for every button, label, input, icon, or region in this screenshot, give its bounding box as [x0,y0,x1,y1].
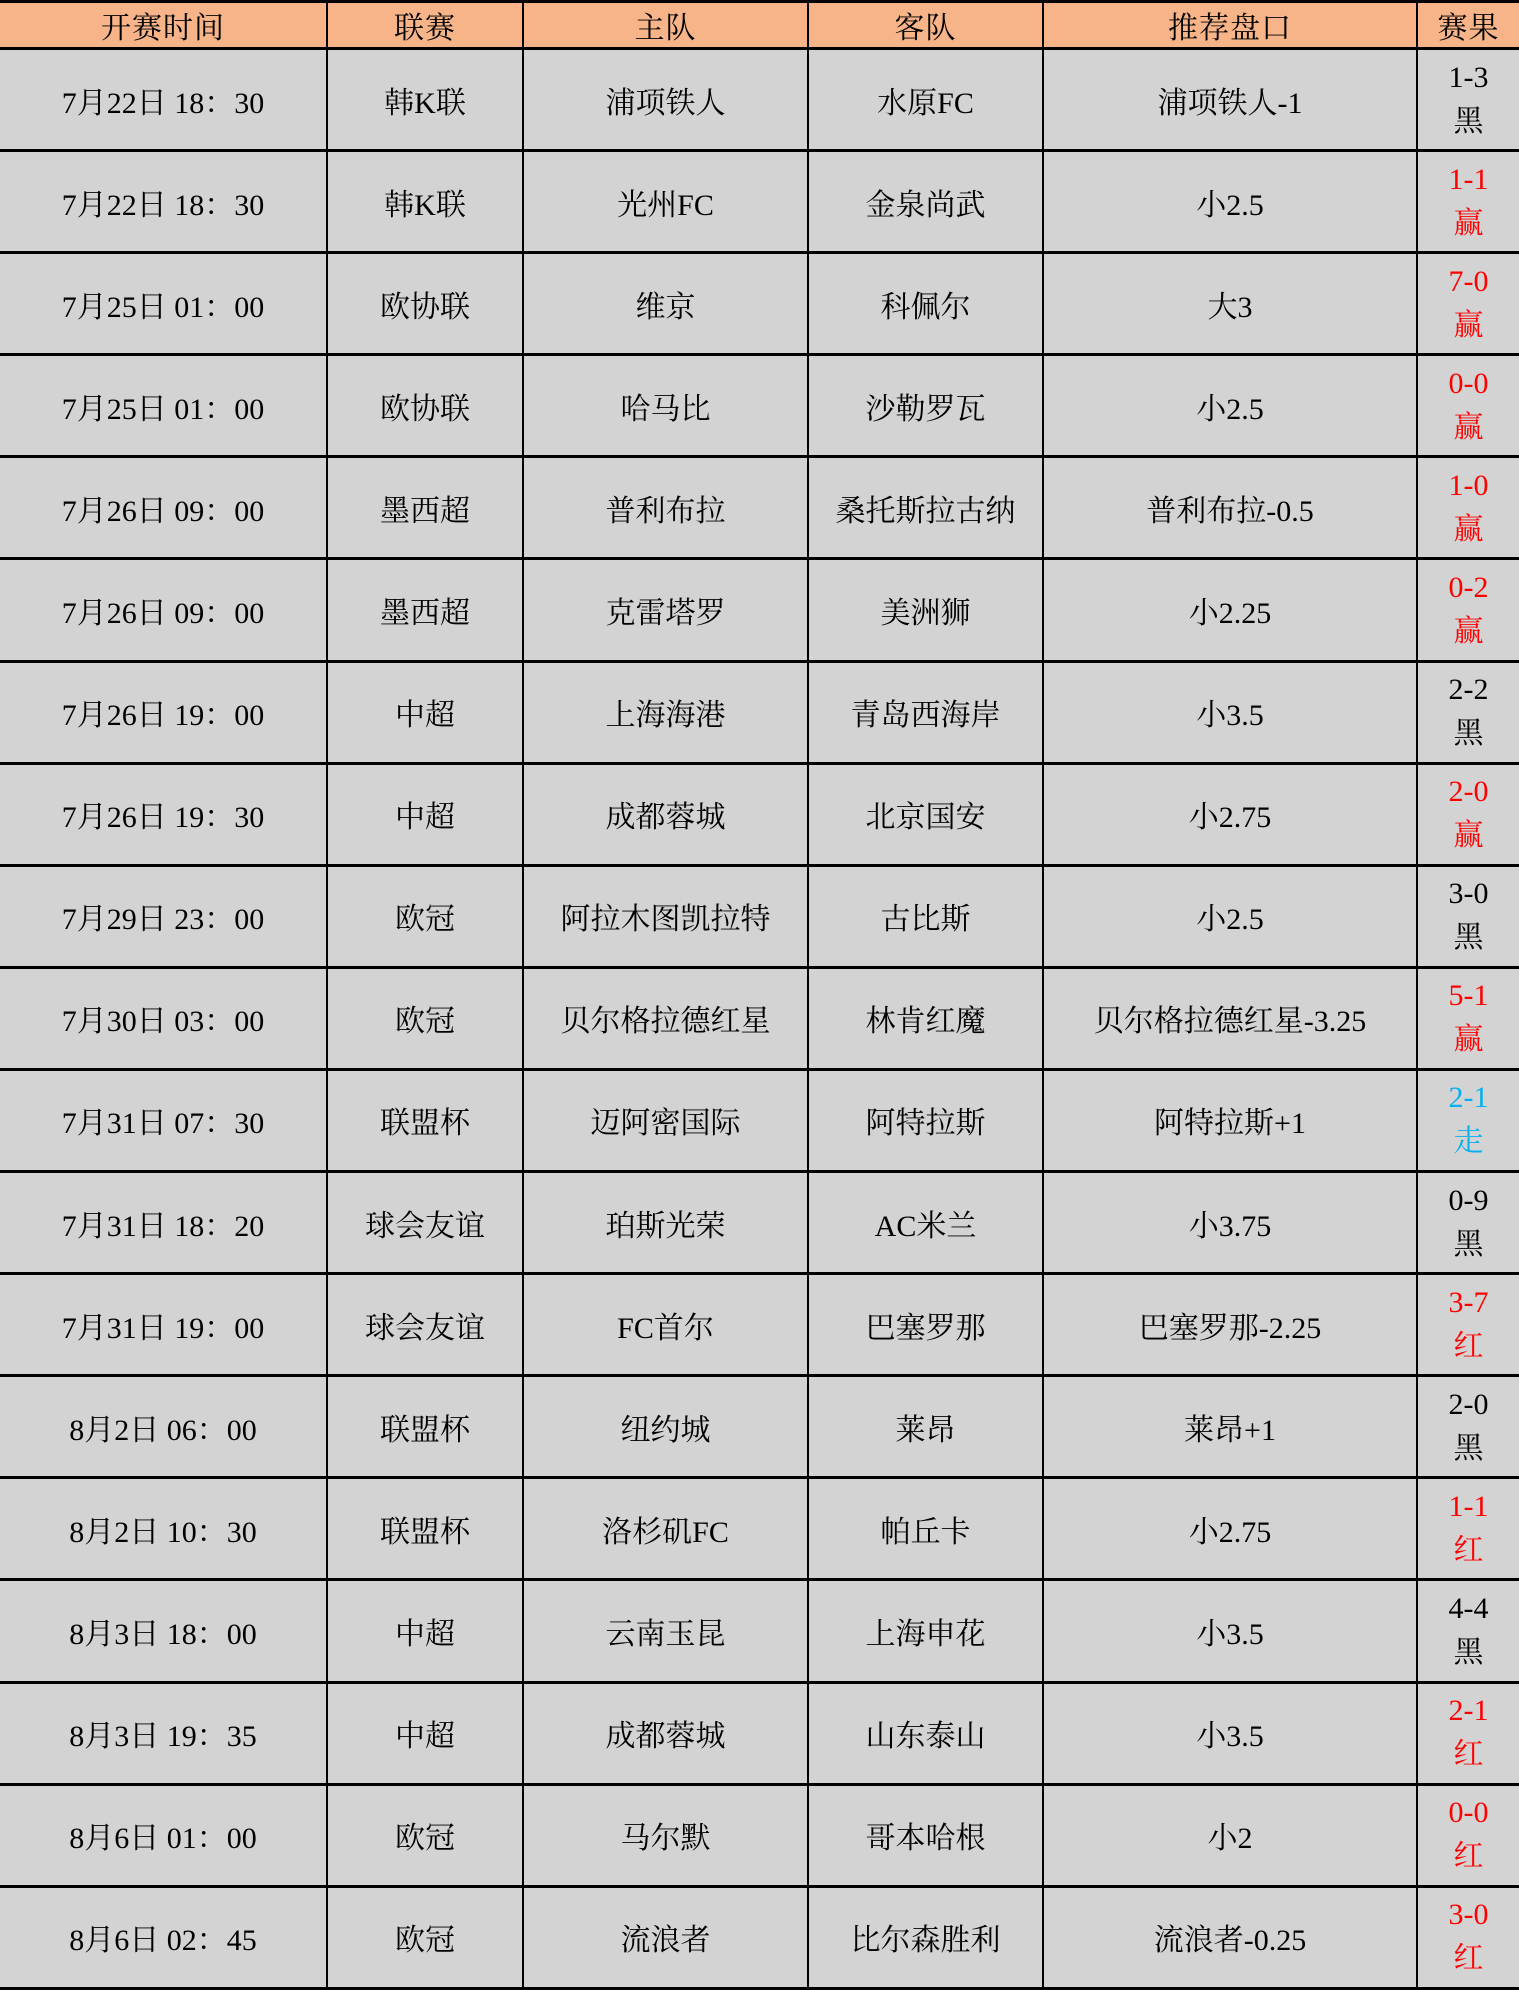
result-score: 2-0 [1448,775,1489,809]
result-verdict: 黑 [1453,1431,1484,1465]
cell-away-team: 哥本哈根 [808,1784,1043,1886]
cell-home-team: 马尔默 [523,1784,808,1886]
cell-away-team: 沙勒罗瓦 [808,355,1043,457]
cell-result [1417,151,1519,253]
table-row [0,1580,1519,1682]
cell-kickoff-time: 7月22日 18：30 [0,49,327,151]
result-verdict: 赢 [1453,512,1484,546]
result-verdict: 黑 [1453,1227,1484,1261]
cell-kickoff-time: 8月6日 02：45 [0,1886,327,1988]
cell-home-team: 阿拉木图凯拉特 [523,865,808,967]
result-score: 0-2 [1448,571,1489,605]
cell-kickoff-time: 7月22日 18：30 [0,151,327,253]
cell-league: 球会友谊 [327,1172,523,1274]
cell-kickoff-time: 7月31日 18：20 [0,1172,327,1274]
result-score: 1-0 [1448,468,1489,502]
cell-result [1417,1376,1519,1478]
cell-kickoff-time: 8月2日 06：00 [0,1376,327,1478]
result-verdict: 赢 [1453,206,1484,240]
cell-away-team: 上海申花 [808,1580,1043,1682]
cell-league: 联盟杯 [327,1478,523,1580]
cell-handicap: 浦项铁人-1 [1043,49,1417,151]
result-score: 1-1 [1448,1489,1489,1523]
cell-handicap: 普利布拉-0.5 [1043,457,1417,559]
cell-result [1417,559,1519,661]
result-verdict: 红 [1453,1942,1484,1976]
cell-result [1417,1172,1519,1274]
table-row [0,49,1519,151]
cell-league: 中超 [327,1682,523,1784]
result-score: 2-1 [1448,1694,1489,1728]
cell-result [1417,355,1519,457]
cell-handicap: 大3 [1043,253,1417,355]
cell-home-team: 浦项铁人 [523,49,808,151]
result-verdict: 赢 [1453,308,1484,342]
result-verdict: 红 [1453,1738,1484,1772]
cell-away-team: 金泉尚武 [808,151,1043,253]
result-verdict: 黑 [1453,921,1484,955]
header-row [0,2,1519,49]
result-score: 1-1 [1448,162,1489,196]
cell-home-team: 哈马比 [523,355,808,457]
result-verdict: 赢 [1453,410,1484,444]
cell-result [1417,1886,1519,1988]
result-score: 3-0 [1448,1898,1489,1932]
cell-handicap: 小2.5 [1043,151,1417,253]
table-row [0,1274,1519,1376]
cell-handicap: 巴塞罗那-2.25 [1043,1274,1417,1376]
table-header [0,2,1519,49]
table-row [0,1069,1519,1171]
cell-league: 联盟杯 [327,1069,523,1171]
table-row [0,865,1519,967]
cell-league: 中超 [327,1580,523,1682]
cell-home-team: 贝尔格拉德红星 [523,967,808,1069]
cell-handicap: 小2.5 [1043,355,1417,457]
cell-away-team: 水原FC [808,49,1043,151]
cell-league: 韩K联 [327,151,523,253]
cell-kickoff-time: 7月29日 23：00 [0,865,327,967]
cell-league: 欧协联 [327,253,523,355]
cell-result [1417,1069,1519,1171]
cell-handicap: 小2 [1043,1784,1417,1886]
cell-handicap: 小2.75 [1043,763,1417,865]
cell-result [1417,661,1519,763]
cell-league: 中超 [327,763,523,865]
table-row [0,355,1519,457]
cell-handicap: 阿特拉斯+1 [1043,1069,1417,1171]
cell-handicap: 小2.5 [1043,865,1417,967]
table-row [0,967,1519,1069]
table-row [0,1376,1519,1478]
result-verdict: 赢 [1453,615,1484,649]
result-score: 1-3 [1448,60,1489,94]
cell-kickoff-time: 7月26日 09：00 [0,457,327,559]
cell-away-team: 古比斯 [808,865,1043,967]
cell-result [1417,253,1519,355]
cell-home-team: 成都蓉城 [523,1682,808,1784]
cell-handicap: 小3.5 [1043,661,1417,763]
cell-home-team: 纽约城 [523,1376,808,1478]
result-score: 2-2 [1448,673,1489,707]
table-row [0,151,1519,253]
cell-league: 欧冠 [327,967,523,1069]
header-recommended-handicap: 推荐盘口 [1043,2,1417,49]
cell-result [1417,1274,1519,1376]
table-row [0,661,1519,763]
header-league: 联赛 [327,2,523,49]
cell-league: 墨西超 [327,559,523,661]
cell-league: 墨西超 [327,457,523,559]
cell-away-team: 莱昂 [808,1376,1043,1478]
cell-result [1417,49,1519,151]
cell-home-team: 普利布拉 [523,457,808,559]
cell-kickoff-time: 7月31日 07：30 [0,1069,327,1171]
cell-away-team: 林肯红魔 [808,967,1043,1069]
table-row [0,1682,1519,1784]
cell-kickoff-time: 7月25日 01：00 [0,355,327,457]
result-verdict: 黑 [1453,1635,1484,1669]
table-row [0,1784,1519,1886]
table-row [0,763,1519,865]
cell-league: 中超 [327,661,523,763]
cell-home-team: 成都蓉城 [523,763,808,865]
cell-away-team: 帕丘卡 [808,1478,1043,1580]
result-score: 7-0 [1448,264,1489,298]
cell-kickoff-time: 8月2日 10：30 [0,1478,327,1580]
cell-handicap: 贝尔格拉德红星-3.25 [1043,967,1417,1069]
cell-away-team: 美洲狮 [808,559,1043,661]
cell-home-team: 珀斯光荣 [523,1172,808,1274]
result-verdict: 红 [1453,1840,1484,1874]
cell-league: 韩K联 [327,49,523,151]
result-verdict: 赢 [1453,819,1484,853]
result-verdict: 黑 [1453,104,1484,138]
cell-away-team: 桑托斯拉古纳 [808,457,1043,559]
result-score: 4-4 [1448,1591,1489,1625]
cell-away-team: 山东泰山 [808,1682,1043,1784]
cell-away-team: 北京国安 [808,763,1043,865]
header-home-team: 主队 [523,2,808,49]
table-row [0,1172,1519,1274]
cell-kickoff-time: 7月30日 03：00 [0,967,327,1069]
table-row [0,559,1519,661]
table-row [0,1886,1519,1988]
cell-kickoff-time: 7月26日 19：00 [0,661,327,763]
cell-kickoff-time: 7月25日 01：00 [0,253,327,355]
header-result: 赛果 [1417,2,1519,49]
cell-handicap: 小3.5 [1043,1580,1417,1682]
cell-league: 欧冠 [327,1784,523,1886]
table-body [0,49,1519,1989]
cell-handicap: 小2.25 [1043,559,1417,661]
result-score: 3-0 [1448,877,1489,911]
table-row [0,253,1519,355]
cell-home-team: 洛杉矶FC [523,1478,808,1580]
cell-league: 欧冠 [327,865,523,967]
cell-kickoff-time: 8月3日 18：00 [0,1580,327,1682]
cell-result [1417,763,1519,865]
result-verdict: 红 [1453,1329,1484,1363]
cell-kickoff-time: 7月26日 09：00 [0,559,327,661]
cell-home-team: 云南玉昆 [523,1580,808,1682]
cell-home-team: 克雷塔罗 [523,559,808,661]
result-verdict: 走 [1453,1125,1484,1159]
cell-result [1417,1784,1519,1886]
cell-away-team: 青岛西海岸 [808,661,1043,763]
cell-away-team: AC米兰 [808,1172,1043,1274]
cell-home-team: FC首尔 [523,1274,808,1376]
cell-handicap: 莱昂+1 [1043,1376,1417,1478]
cell-result [1417,1478,1519,1580]
cell-home-team: 迈阿密国际 [523,1069,808,1171]
result-score: 0-0 [1448,1796,1489,1830]
result-score: 0-0 [1448,366,1489,400]
table-row [0,457,1519,559]
cell-kickoff-time: 7月31日 19：00 [0,1274,327,1376]
result-score: 2-1 [1448,1081,1489,1115]
cell-away-team: 阿特拉斯 [808,1069,1043,1171]
result-verdict: 赢 [1453,1023,1484,1057]
cell-result [1417,1580,1519,1682]
cell-league: 欧冠 [327,1886,523,1988]
header-kickoff-time: 开赛时间 [0,2,327,49]
cell-result [1417,1682,1519,1784]
cell-kickoff-time: 8月3日 19：35 [0,1682,327,1784]
cell-home-team: 上海海港 [523,661,808,763]
cell-handicap: 小3.75 [1043,1172,1417,1274]
cell-result [1417,865,1519,967]
cell-home-team: 流浪者 [523,1886,808,1988]
cell-away-team: 比尔森胜利 [808,1886,1043,1988]
cell-handicap: 小2.75 [1043,1478,1417,1580]
cell-result [1417,457,1519,559]
result-score: 0-9 [1448,1183,1489,1217]
result-score: 5-1 [1448,979,1489,1013]
result-score: 2-0 [1448,1387,1489,1421]
result-verdict: 黑 [1453,717,1484,751]
table-row [0,1478,1519,1580]
header-away-team: 客队 [808,2,1043,49]
cell-league: 球会友谊 [327,1274,523,1376]
cell-kickoff-time: 7月26日 19：30 [0,763,327,865]
cell-handicap: 小3.5 [1043,1682,1417,1784]
cell-league: 联盟杯 [327,1376,523,1478]
result-verdict: 红 [1453,1533,1484,1567]
cell-away-team: 巴塞罗那 [808,1274,1043,1376]
cell-league: 欧协联 [327,355,523,457]
cell-result [1417,967,1519,1069]
cell-kickoff-time: 8月6日 01：00 [0,1784,327,1886]
result-score: 3-7 [1448,1285,1489,1319]
cell-home-team: 光州FC [523,151,808,253]
cell-handicap: 流浪者-0.25 [1043,1886,1417,1988]
cell-away-team: 科佩尔 [808,253,1043,355]
cell-home-team: 维京 [523,253,808,355]
